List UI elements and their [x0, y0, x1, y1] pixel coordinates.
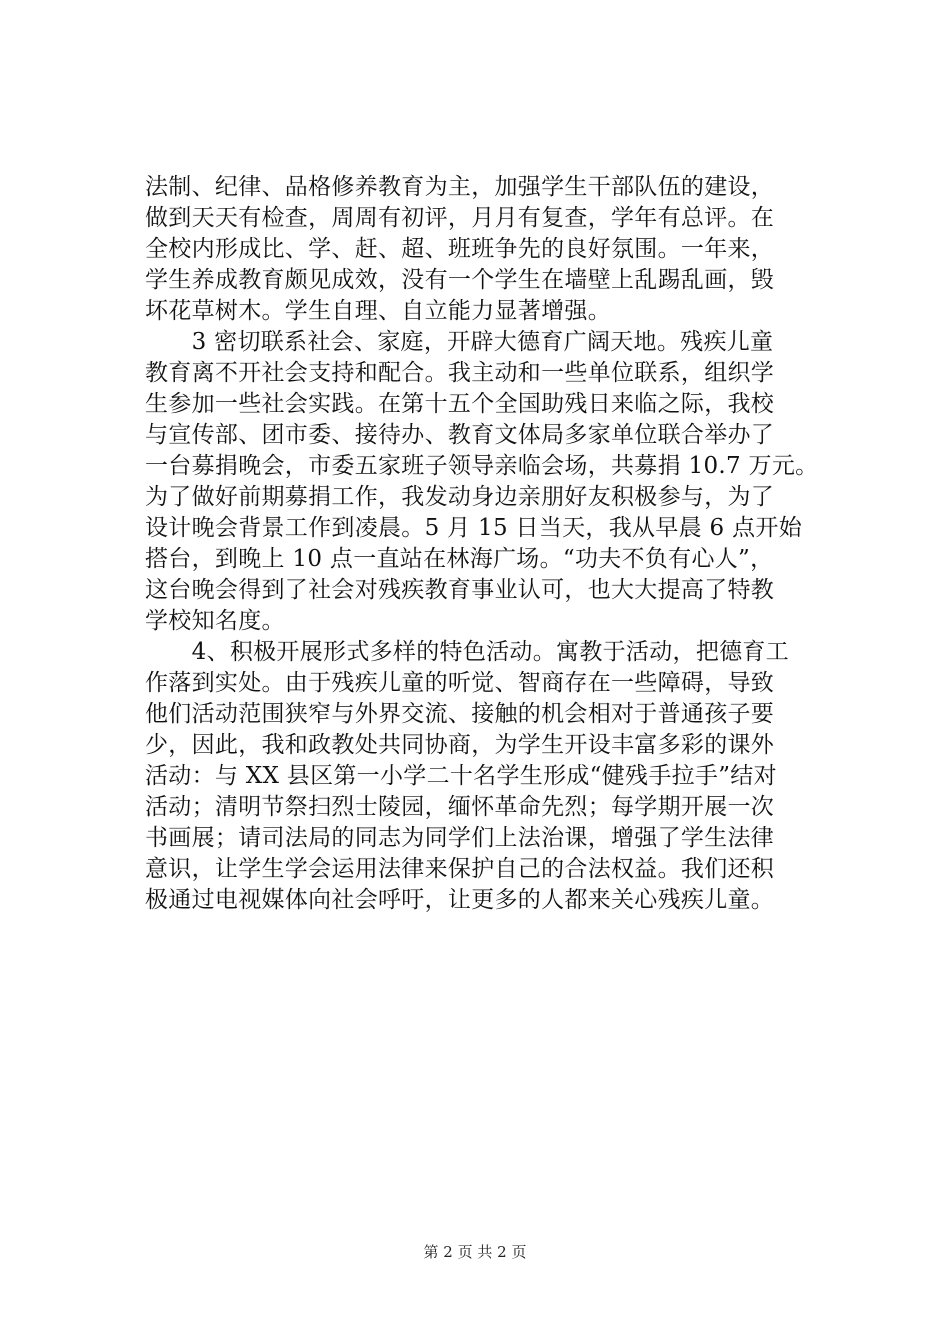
text-line: 为了做好前期募捐工作，我发动身边亲朋好友积极参与，为了: [145, 484, 775, 510]
page-number-label: 第 2 页 共 2 页: [423, 1243, 527, 1261]
text-line: 这台晚会得到了社会对残疾教育事业认可，也大大提高了特教: [145, 577, 775, 603]
text-line: 学校知名度。: [145, 608, 285, 634]
text-line: 作落到实处。由于残疾儿童的听觉、智商存在一些障碍，导致: [145, 670, 775, 696]
text-line: 生参加一些社会实践。在第十五个全国助残日来临之际，我校: [145, 391, 775, 417]
text-line: 法制、纪律、品格修养教育为主，加强学生干部队伍的建设，: [145, 174, 775, 200]
text-line: 少，因此，我和政教处共同协商，为学生开设丰富多彩的课外: [145, 732, 775, 758]
text-line: 设计晚会背景工作到凌晨。5 月 15 日当天，我从早晨 6 点开始: [145, 515, 802, 541]
page-footer: [0, 1242, 950, 1262]
text-line: 一台募捐晚会，市委五家班子领导亲临会场，共募捐 10.7 万元。: [145, 453, 819, 479]
text-line: 书画展；请司法局的同志为同学们上法治课，增强了学生法律: [145, 825, 775, 851]
text-line: 做到天天有检查，周周有初评，月月有复查，学年有总评。在: [145, 205, 775, 231]
paragraph-4-start: 4、积极开展形式多样的特色活动。寓教于活动，把德育工: [145, 639, 790, 665]
text-line: 坏花草树木。学生自理、自立能力显著增强。: [145, 298, 611, 324]
text-line: 学生养成教育颇见成效，没有一个学生在墙壁上乱踢乱画，毁: [145, 267, 775, 293]
text-line: 与宣传部、团市委、接待办、教育文体局多家单位联合举办了: [145, 422, 775, 448]
text-line: 活动：与 XX 县区第一小学二十名学生形成“健残手拉手”结对: [145, 763, 777, 789]
text-line: 活动；清明节祭扫烈士陵园，缅怀革命先烈；每学期开展一次: [145, 794, 775, 820]
paragraph-3-start: 3 密切联系社会、家庭，开辟大德育广阔天地。残疾儿童: [145, 329, 774, 355]
text-line: 搭台，到晚上 10 点一直站在林海广场。“功夫不负有心人”，: [145, 546, 774, 572]
text-line: 教育离不开社会支持和配合。我主动和一些单位联系，组织学: [145, 360, 775, 386]
text-line: 他们活动范围狭窄与外界交流、接触的机会相对于普通孩子要: [145, 701, 775, 727]
body-text: [145, 172, 825, 916]
text-line: 极通过电视媒体向社会呼吁，让更多的人都来关心残疾儿童。: [145, 887, 775, 913]
text-line: 全校内形成比、学、赶、超、班班争先的良好氛围。一年来，: [145, 236, 775, 262]
text-line: 意识，让学生学会运用法律来保护自己的合法权益。我们还积: [145, 856, 775, 882]
